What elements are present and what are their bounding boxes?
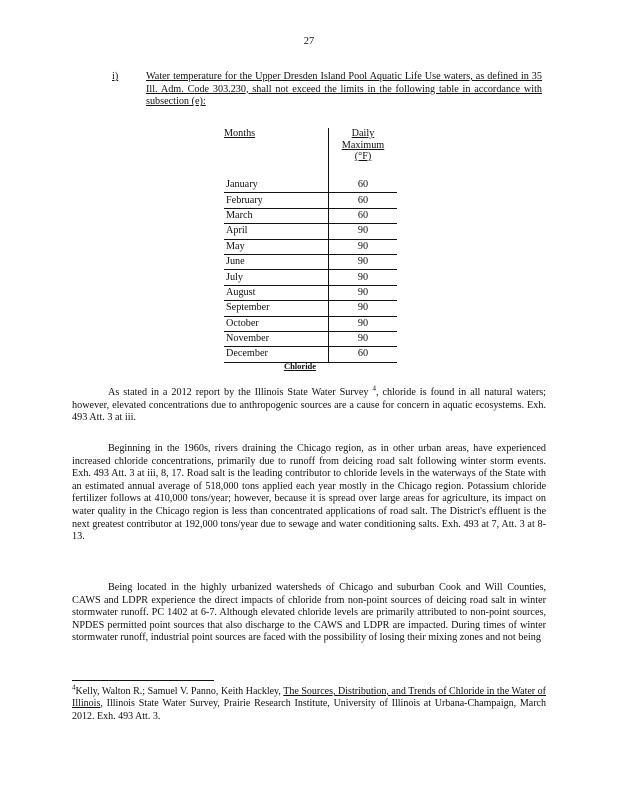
page-number: 27: [303, 36, 315, 47]
item-label: i): [112, 71, 119, 82]
footnote-marker: 4: [72, 683, 76, 692]
footnote-divider: [72, 680, 214, 681]
month-cell: November: [224, 331, 329, 346]
value-cell: 90: [329, 239, 398, 254]
month-cell: April: [224, 224, 329, 239]
month-cell: March: [224, 208, 329, 223]
month-cell: September: [224, 301, 329, 316]
value-cell: 60: [329, 178, 398, 193]
month-cell: June: [224, 254, 329, 269]
table-row: [224, 254, 397, 269]
month-cell: December: [224, 347, 329, 362]
table-row: [224, 193, 397, 208]
table-row: [224, 224, 397, 239]
section-heading: [0, 360, 618, 373]
value-cell: 90: [329, 254, 398, 269]
table-row: [224, 285, 397, 300]
value-cell: 90: [329, 224, 398, 239]
table-row: [224, 208, 397, 223]
value-cell: 90: [329, 316, 398, 331]
section-heading-text: Chloride: [283, 361, 317, 371]
value-cell: 90: [329, 331, 398, 346]
month-cell: May: [224, 239, 329, 254]
month-cell: January: [224, 178, 329, 193]
table-row: [224, 270, 397, 285]
footnote: [72, 683, 546, 723]
value-cell: 90: [329, 285, 398, 300]
value-cell: 90: [329, 270, 398, 285]
table-row: [224, 178, 397, 193]
paragraph-1-text-b: , chloride is found in all natural waters; however, elevated concentrations due to anthropogenic sources are a cause for concern in aquatic ecosystems. Exh. 493 Att. 3 at iii.: [72, 387, 547, 424]
col-header-line-1: Daily: [351, 128, 375, 139]
month-cell: February: [224, 193, 329, 208]
paragraph-1: [72, 384, 547, 425]
col-header-line-2: Maximum: [341, 139, 385, 151]
footnote-ref: 4: [372, 384, 376, 393]
table-row: [224, 239, 397, 254]
value-cell: 60: [329, 193, 398, 208]
value-cell: 60: [329, 347, 398, 362]
month-cell: August: [224, 285, 329, 300]
paragraph-1-text-a: As stated in a 2012 report by the Illinois State Water Survey: [108, 387, 369, 398]
footnote-details: , Illinois State Water Survey, Prairie Research Institute, University of Illinois at Urbana-Champaign, March 2012. Exh. 493 Att. 3.: [72, 698, 546, 722]
month-cell: October: [224, 316, 329, 331]
paragraph-3: Being located in the highly urbanized watersheds of Chicago and suburban Cook and Will Counties, CAWS and LDPR experience the direct impacts of chloride from non-point sources of deicing road salt in winter stormwater runoff. PC 1402 at 6-7. Although elevated chloride levels are primarily attributed to non-point sources, NPDES permitted point sources that also discharge to the CAWS and LDPR are impacted. During times of winter stormwater runoff, industrial point sources are faced with the possibility of losing their mixing zones and not being: [72, 582, 546, 644]
item-text: Water temperature for the Upper Dresden Island Pool Aquatic Life Use waters, as defined in 35 Ill. Adm. Code 303.230, shall not exceed the limits in the following table in accordance with subsection (e):: [146, 71, 542, 108]
col-header-line-3: (°F): [354, 151, 372, 162]
table-row: [224, 301, 397, 316]
col-header-months: Months: [224, 128, 256, 139]
col-header-daily-maximum: [329, 128, 398, 178]
month-cell: July: [224, 270, 329, 285]
table-row: [224, 331, 397, 346]
footnote-title: The Sources, Distribution, and Trends of Chloride in the Water of Illinois: [72, 686, 546, 710]
value-cell: 60: [329, 208, 398, 223]
table-row: [224, 316, 397, 331]
paragraph-2: Beginning in the 1960s, rivers draining the Chicago region, as in other urban areas, have experienced increased chloride concentrations, primarily due to runoff from deicing road salt following winter storm events. Exh. 493 Att. 3 at iii, 8, 17. Road salt is the leading contributor to chloride levels in the waterways of the State with an estimated annual average of 518,000 tons applied each year mostly in the Chicago region. Potassium chloride fertilizer follows at 410,000 tons/year; however, because it is spread over large areas for agriculture, its impact on water quality in the Chicago region is less than concentrated applications of road salt. The District's effluent is the next greatest contributor at 192,000 tons/year due to sewage and water conditioning salts. Exh. 493 at 7, Att. 3 at 8-13.: [72, 443, 546, 543]
footnote-authors: Kelly, Walton R.; Samuel V. Panno, Keith Hackley,: [75, 686, 281, 697]
value-cell: 90: [329, 301, 398, 316]
temperature-limits-table: [224, 128, 397, 363]
